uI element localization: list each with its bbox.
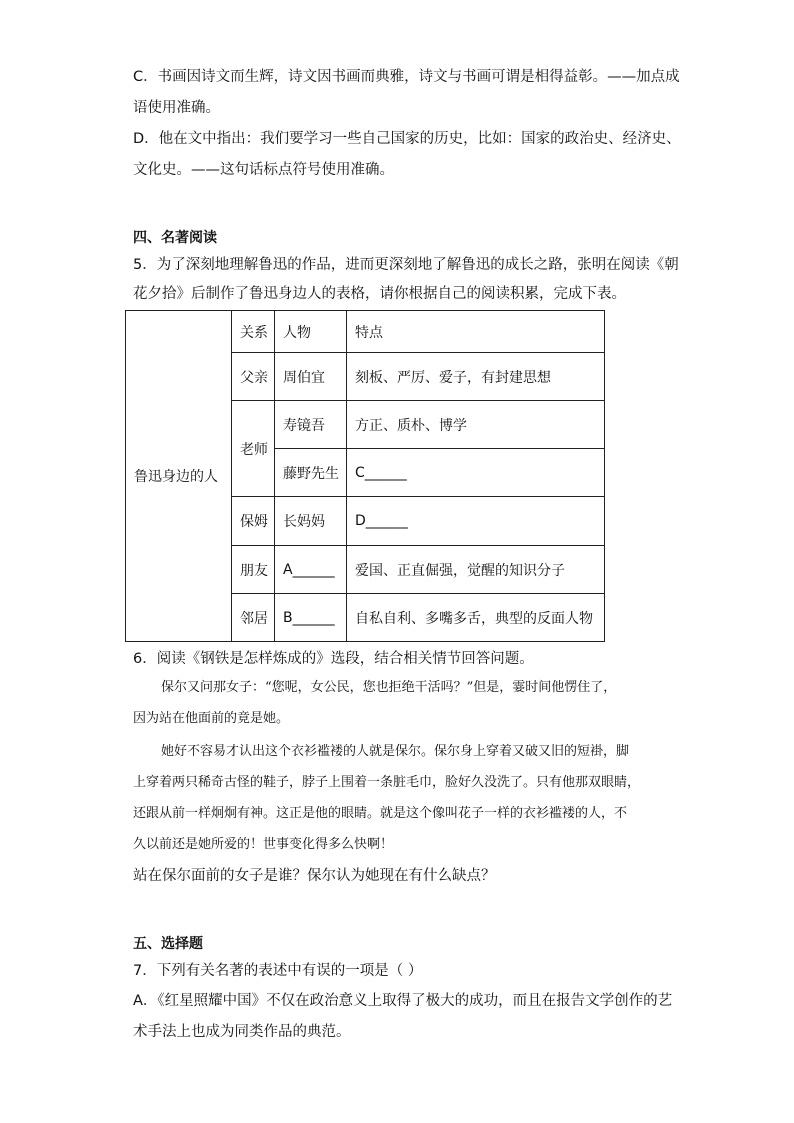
q7-stem: 7．下列有关名著的表述中有误的一项是（ ） [133,963,423,979]
q5-line2: 花夕拾》后制作了鲁迅身边人的表格，请你根据自己的阅读积累，完成下表。 [133,286,626,302]
q6-stem: 6．阅读《钢铁是怎样炼成的》选段，结合相关情节回答问题。 [133,651,534,667]
row-header-cell: 鲁迅身边的人 [126,311,232,642]
trait-cell: 自私自利、多嘴多舌，典型的反面人物 [347,594,605,642]
trait-cell: 方正、质朴、博学 [347,401,605,449]
passage-line: 保尔又问那女子：“您呢，女公民，您也拒绝干活吗？”但是，霎时间他愣住了， [161,680,617,695]
person-cell: 长妈妈 [275,497,347,546]
person-cell: 周伯宜 [275,353,347,401]
person-cell: B______ [275,594,347,642]
person-cell: 藤野先生 [275,449,347,497]
relation-cell: 朋友 [232,546,275,594]
section-5-title: 五、选择题 [133,936,203,952]
trait-cell: D______ [347,497,605,546]
option-d-line2: 文化史。——这句话标点符号使用准确。 [133,162,394,178]
q7-option-a-line2: 术手法上也成为同类作品的典范。 [133,1024,351,1040]
option-d-line1: D．他在文中指出：我们要学习一些自己国家的历史，比如：国家的政治史、经济史、 [133,131,681,147]
relation-cell: 父亲 [232,353,275,401]
option-c-line2: 语使用准确。 [133,100,220,116]
option-c-line1: C．书画因诗文而生辉，诗文因书画而典雅，诗文与书画可谓是相得益彰。——加点成 [133,69,680,85]
person-cell: A______ [275,546,347,594]
q5-line1: 5．为了深刻地理解鲁迅的作品，进而更深刻地了解鲁迅的成长之路，张明在阅读《朝 [133,257,679,273]
passage-line: 因为站在他面前的竟是她。 [133,711,290,726]
relation-cell: 老师 [232,401,275,497]
passage-line: 上穿着两只稀奇古怪的鞋子，脖子上围着一条脏毛巾，脸好久没洗了。只有他那双眼睛， [133,775,641,790]
trait-cell: 刻板、严厉、爱子，有封建思想 [347,353,605,401]
person-cell: 寿镜吾 [275,401,347,449]
section-4-title: 四、名著阅读 [133,230,217,246]
relation-cell: 保姆 [232,497,275,546]
header-person: 人物 [275,311,347,353]
passage-line: 她好不容易才认出这个衣衫褴褛的人就是保尔。保尔身上穿着又破又旧的短褂，脚 [161,744,630,759]
header-trait: 特点 [347,311,605,353]
passage-line: 久以前还是她所爱的！世事变化得多么快啊！ [133,837,394,852]
q6-question: 站在保尔面前的女子是谁？保尔认为她现在有什么缺点？ [133,868,496,884]
trait-cell: C______ [347,449,605,497]
relation-cell: 邻居 [232,594,275,642]
trait-cell: 爱国、正直倔强，觉醒的知识分子 [347,546,605,594]
luxun-people-table [125,310,605,642]
header-relation: 关系 [232,311,275,353]
q7-option-a-line1: A．《红星照耀中国》不仅在政治意义上取得了极大的成功，而且在报告文学创作的艺 [133,993,673,1009]
passage-line: 还跟从前一样炯炯有神。这正是他的眼睛。就是这个像叫花子一样的衣衫褴褛的人，不 [133,806,628,821]
